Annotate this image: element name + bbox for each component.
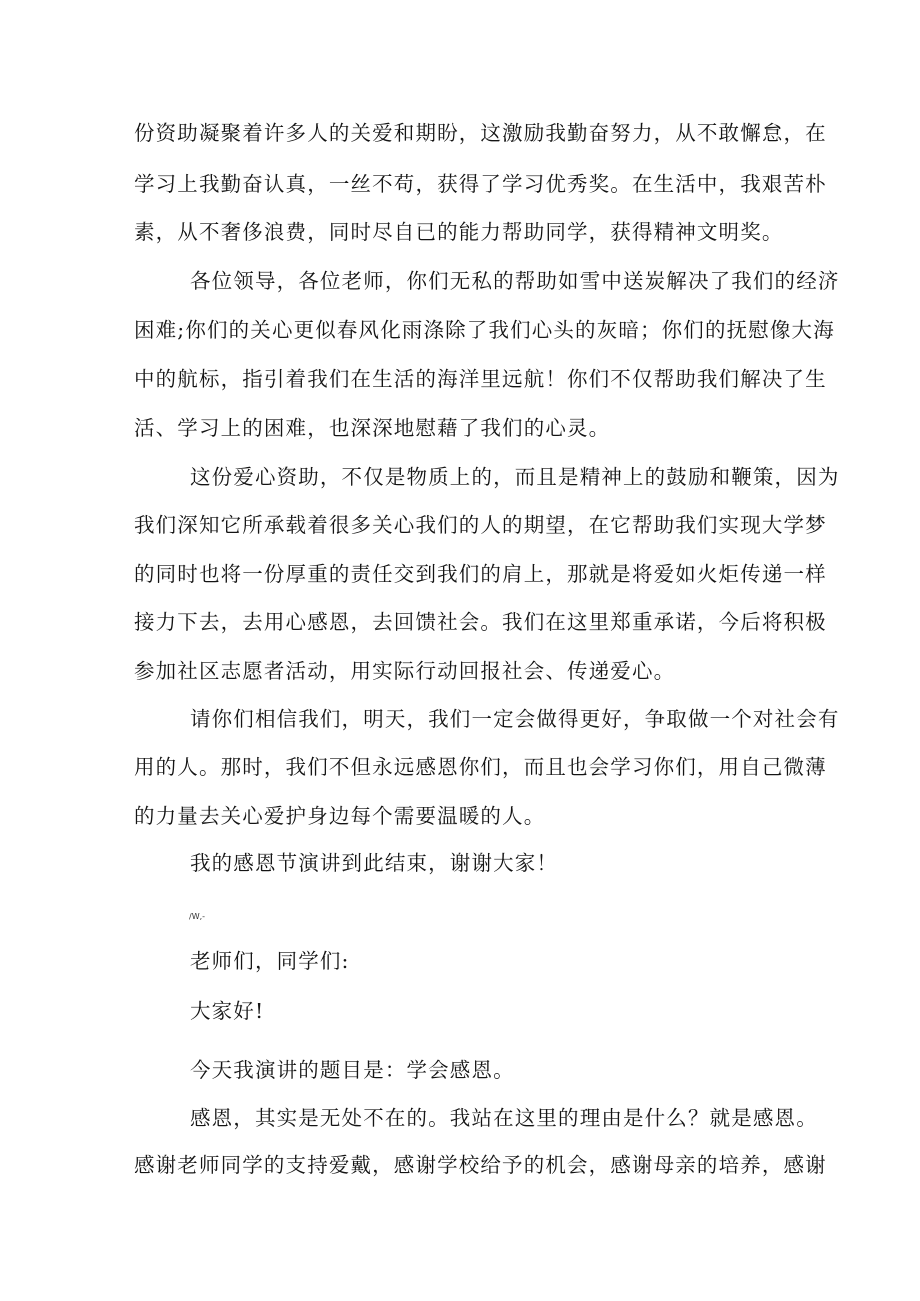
paragraph-start: 这份爱心资助，不仅是物质上的，而且是精神上的鼓励和鞭策，因为 [190,465,840,489]
paragraph-start: 请你们相信我们，明天，我们一定会做得更好，争取做一个对社会有 [190,707,840,731]
paragraph-start: 各位领导，各位老师，你们无私的帮助如雪中送炭解决了我们的经济 [190,269,840,293]
text-line: 的同时也将一份厚重的责任交到我们的肩上，那就是将爱如火炬传递一样 [134,562,827,586]
text-line: 活、学习上的困难，也深深地慰藉了我们的心灵。 [134,416,611,440]
text-line: 素，从不奢侈浪费，同时尽自已的能力帮助同学，获得精神文明奖。 [134,220,784,244]
stray-mark: /W,- [189,912,206,921]
paragraph-start: 感恩，其实是无处不在的。我站在这里的理由是什么？就是感恩。 [190,1106,818,1130]
text-line: 的力量去关心爱护身边每个需要温暖的人。 [134,804,546,828]
speech-topic: 今天我演讲的题目是：学会感恩。 [190,1058,515,1082]
salutation: 老师们，同学们: [190,949,350,973]
closing-line: 我的感恩节演讲到此结束，谢谢大家！ [190,851,559,875]
text-line: 我们深知它所承载着很多关心我们的人的期望，在它帮助我们实现大学梦 [134,513,827,537]
text-line: 接力下去，去用心感恩，去回馈社会。我们在这里郑重承诺，今后将积极 [134,610,827,634]
text-line: 用的人。那时，我们不但永远感恩你们，而且也会学习你们，用自己微薄 [134,755,827,779]
text-line: 感谢老师同学的支持爱戴，感谢学校给予的机会，感谢母亲的培养，感谢 [134,1153,827,1177]
text-line: 中的航标，指引着我们在生活的海洋里远航！你们不仅帮助我们解决了生 [134,367,827,391]
text-line: 参加社区志愿者活动，用实际行动回报社会、传递爱心。 [134,659,676,683]
text-line: 困难;你们的关心更似春风化雨涤除了我们心头的灰暗；你们的抚慰像大海 [134,318,835,342]
greeting: 大家好! [190,999,265,1023]
text-line: 学习上我勤奋认真，一丝不苟，获得了学习优秀奖。在生活中，我艰苦朴 [134,172,827,196]
text-line: 份资助凝聚着许多人的关爱和期盼，这激励我勤奋努力，从不敢懈怠，在 [134,121,827,145]
